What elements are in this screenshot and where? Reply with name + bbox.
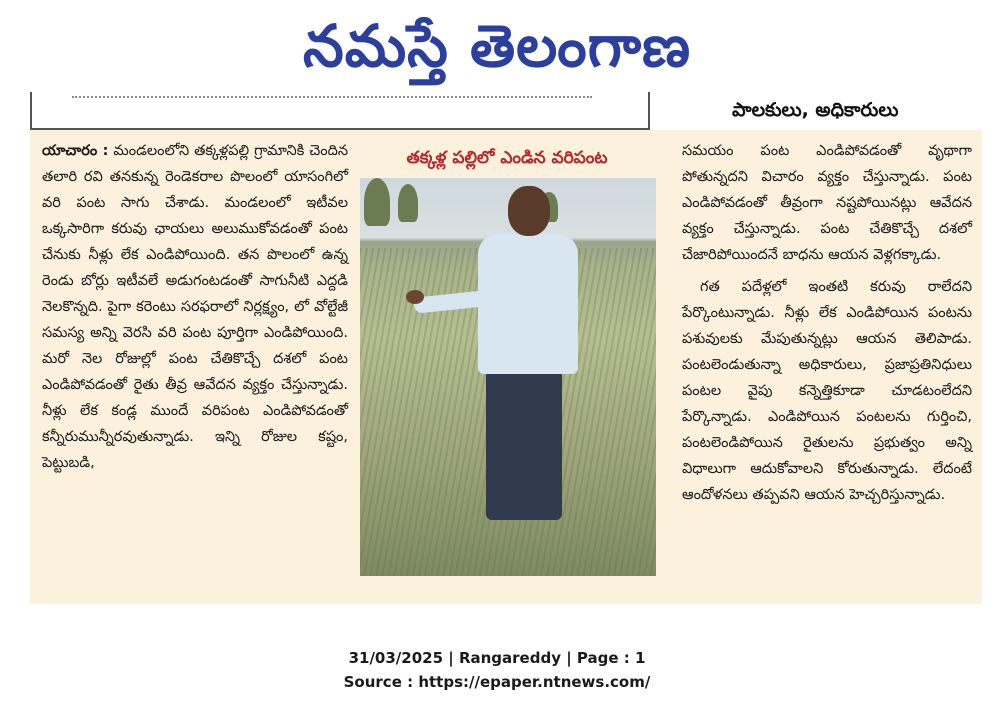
- article-paragraph: గత పదేళ్లలో ఇంతటి కరువు రాలేదని పేర్కొంటున్నాడు. నీళ్లు లేక ఎండిపోయిన పంటను పశువులకు మేపుతున్నట్లు ఆయన తెలిపాడు. పంటలెండుతున్నా అధికారులు, ప్రజాప్రతినిధులు పంటల వైపు కన్నెత్తికూడా చూడటంలేదని పేర్కొన్నాడు. ఎండిపోయిన పంటలను గుర్తించి, పంటలెండిపోయిన రైతులను ప్రభుత్వం అన్ని విధాలుగా ఆదుకోవాలని కోరుతున్నాడు. లేదంటే ఆందోళనలు తప్పవని ఆయన హెచ్చరిస్తున్నాడు.: [682, 279, 972, 503]
- news-article: [30, 130, 982, 604]
- article-column-1: [42, 138, 348, 476]
- newspaper-title: నమస్తే తెలంగాణ: [303, 12, 691, 80]
- farmer-figure-legs: [486, 370, 562, 520]
- farmer-figure-body: [478, 234, 578, 374]
- article-paragraph: [42, 138, 348, 476]
- photo-block: [356, 138, 658, 596]
- article-paragraph: సమయం పంట ఎండిపోవడంతో వృథాగా పోతున్నదని విచారం వ్యక్తం చేస్తున్నాడు. పంట ఎండిపోవడంతో తీవ్రంగా నష్టపోయినట్లు ఆవేదన వ్యక్తం చేస్తున్నాడు. పంట చేతికొచ్చే దశలో చేజారిపోయిందనే బాధను ఆయన వెళ్లగక్కాడు.: [682, 143, 972, 263]
- photo-caption: తక్కళ్ల పల్లిలో ఎండిన వరిపంట: [406, 148, 608, 168]
- farmer-figure-head: [508, 186, 550, 236]
- clipping-cut-line: [72, 96, 592, 102]
- masthead: [0, 0, 994, 92]
- adjacent-headline: పాలకులు, అధికారులు: [732, 99, 899, 121]
- source-url: Source : https://epaper.ntnews.com/: [343, 673, 651, 691]
- dateline: యాచారం :: [42, 143, 109, 159]
- farmer-figure-hand: [406, 290, 424, 304]
- paragraph-text: మండలంలోని తక్కళ్లపల్లి గ్రామానికి చెందిన తలారి రవి తనకున్న రెండెకరాల పొలంలో యాసంగిలో వరి పంట సాగు చేశాడు. మండలంలో ఇటీవల ఒక్కసారిగా కరువు ఛాయలు అలుముకోవడంతో పంట చేనుకు నీళ్లు లేక ఎండిపోయింది. తన పొలంలో ఉన్న రెండు బోర్లు ఇటీవలే అడుగంటడంతో సాగునీటి ఎద్దడి నెలకొన్నది. పైగా కరెంటు సరఫరాలో నిర్లక్ష్యం, లో వోల్టేజీ సమస్య అన్ని వెరసి వరి పంట పూర్తిగా ఎండిపోయింది. మరో నెల రోజుల్లో పంట చేతికొచ్చే దశలో పంట ఎండిపోవడంతో రైతు తీవ్ర ఆవేదన వ్యక్తం చేస్తున్నాడు. నీళ్లు లేక కండ్ల ముందే వరిపంట ఎండిపోవడంతో కన్నీరుమున్నీరవుతున్నాడు. ఇన్ని రోజుల కష్టం, పెట్టుబడి,: [42, 143, 349, 471]
- clipping-border: [30, 92, 650, 130]
- article-column-3: [682, 138, 972, 508]
- source-footer: [0, 646, 994, 694]
- tree-shape: [398, 184, 418, 222]
- edition-info: 31/03/2025 | Rangareddy | Page : 1: [348, 649, 646, 667]
- field-photo: [360, 178, 656, 576]
- tree-shape: [364, 178, 390, 226]
